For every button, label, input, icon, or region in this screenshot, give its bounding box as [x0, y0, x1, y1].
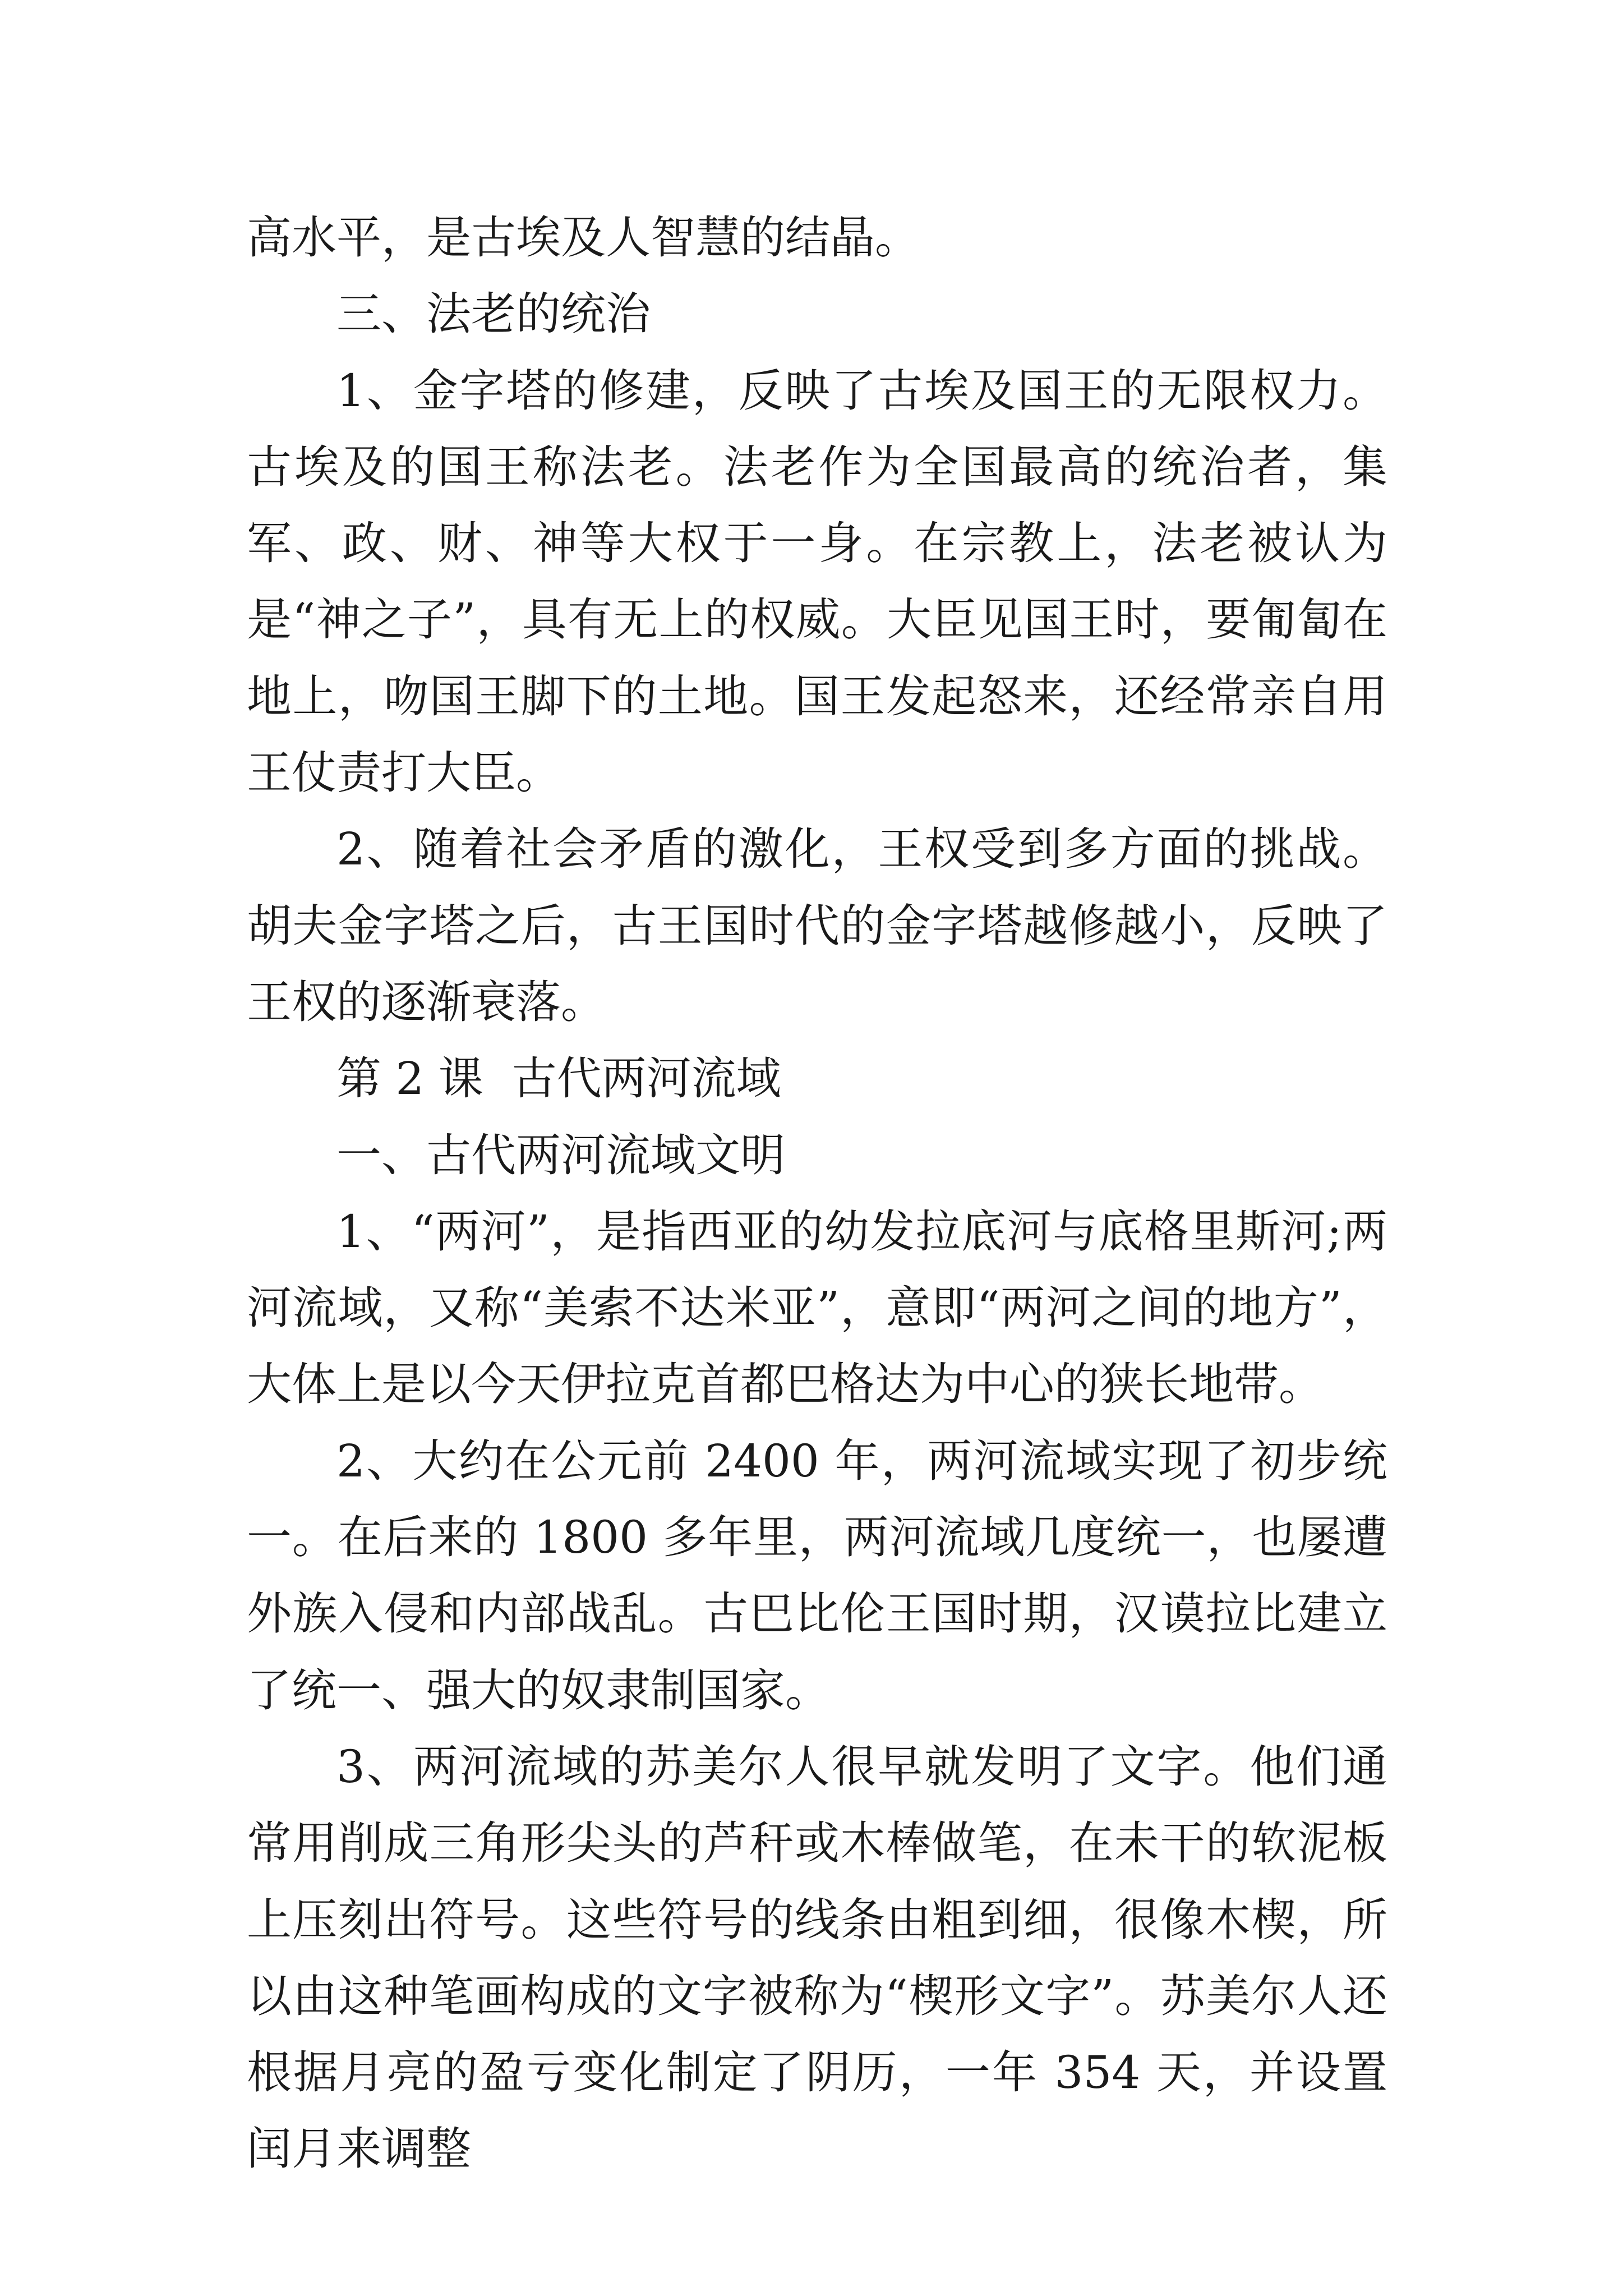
paragraph: 2、大约在公元前 2400 年，两河流域实现了初步统一。在后来的 1800 多年里，两河流域几度统一，也屡遭外族入侵和内部战乱。古巴比伦王国时期，汉谟拉比建立了统一、强大的奴隶制国家。: [247, 1434, 1387, 1717]
paragraph: 2、随着社会矛盾的激化，王权受到多方面的挑战。胡夫金字塔之后，古王国时代的金字塔越修越小，反映了王权的逐渐衰落。: [247, 823, 1387, 1028]
body-text: [247, 200, 1387, 2188]
paragraph: 高水平，是古埃及人智慧的结晶。: [247, 211, 920, 264]
paragraph: 3、两河流域的苏美尔人很早就发明了文字。他们通常用削成三角形尖头的芦秆或木棒做笔，在未干的软泥板上压刻出符号。这些符号的线条由粗到细，很像木楔，所以由这种笔画构成的文字被称为“楔形文字”。苏美尔人还根据月亮的盈亏变化制定了阴历，一年 354 天，并设置闰月来调整: [247, 1740, 1387, 2175]
section-heading: 三、法老的统治: [336, 288, 651, 341]
paragraph: 1、金字塔的修建，反映了古埃及国王的无限权力。古埃及的国王称法老。法老作为全国最高的统治者，集军、政、财、神等大权于一身。在宗教上，法老被认为是“神之子”，具有无上的权威。大臣见国王时，要匍匐在地上，吻国王脚下的土地。国王发起怒来，还经常亲自用王仗责打大臣。: [247, 364, 1387, 799]
paragraph: 1、“两河”，是指西亚的幼发拉底河与底格里斯河;两河流域，又称“美索不达米亚”，意即“两河之间的地方”，大体上是以今天伊拉克首都巴格达为中心的狭长地带。: [247, 1205, 1387, 1411]
lesson-heading: 第 2 课 古代两河流域: [336, 1052, 781, 1105]
section-heading: 一、古代两河流域文明: [336, 1129, 785, 1181]
